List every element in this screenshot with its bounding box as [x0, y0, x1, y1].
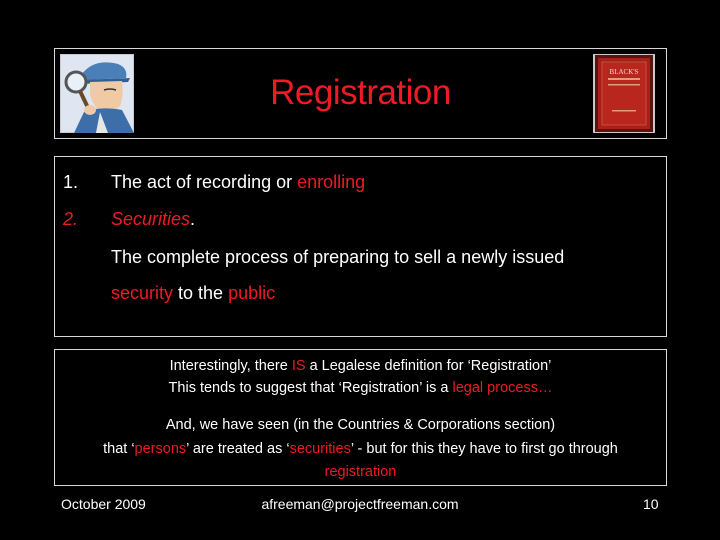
book-cover-text: BLACK'S [609, 68, 639, 76]
to-the-word: to the [173, 283, 229, 303]
definition-1-text: The act of recording or [111, 172, 298, 192]
footer-date: October 2009 [61, 496, 146, 512]
definition-2-term: Securities [111, 209, 191, 229]
definition-1 [111, 172, 365, 193]
note-securities: securities [289, 441, 351, 457]
note-line-1-a: Interestingly, there [169, 358, 292, 374]
public-word: public [228, 283, 276, 303]
security-word: security [111, 283, 174, 303]
definition-2-continuation [111, 283, 275, 304]
note-line-4-c: ’ are treated as ‘ [186, 441, 290, 457]
note-line-4-a: that ‘ [103, 441, 135, 457]
note-persons: persons [134, 441, 187, 457]
note-line-1 [55, 358, 666, 374]
note-line-3 [55, 417, 666, 433]
note-line-3-a: And, we have seen (in the Countries & Corporations section) [165, 417, 556, 433]
title-box [54, 48, 667, 139]
definition-1-number: 1. [63, 172, 79, 192]
definition-2-text: The complete process of preparing to sell a newly issued [111, 247, 565, 267]
note-line-1-emphasis: IS [291, 358, 306, 374]
definition-2 [111, 209, 195, 230]
note-box [54, 349, 667, 486]
slide-title: Registration [270, 73, 451, 112]
blacks-law-dictionary-image [587, 54, 661, 133]
note-line-2 [55, 380, 666, 396]
footer-email: afreeman@projectfreeman.com [261, 496, 459, 512]
definitions-box [54, 156, 667, 337]
note-line-1-c: a Legalese definition for ‘Registration’ [305, 358, 552, 374]
note-line-5 [55, 464, 666, 480]
note-line-4-e: ’ - but for this they have to first go through [350, 441, 618, 457]
definition-2-period: . [190, 209, 196, 229]
note-line-2-emphasis: legal process… [452, 380, 553, 396]
definition-2-number: 2. [63, 209, 79, 229]
note-line-2-a: This tends to suggest that ‘Registration’ is a [168, 380, 453, 396]
footer-page-number: 10 [643, 496, 659, 512]
definition-1-highlight: enrolling [297, 172, 366, 192]
note-line-4 [55, 441, 666, 457]
note-registration: registration [324, 464, 397, 480]
